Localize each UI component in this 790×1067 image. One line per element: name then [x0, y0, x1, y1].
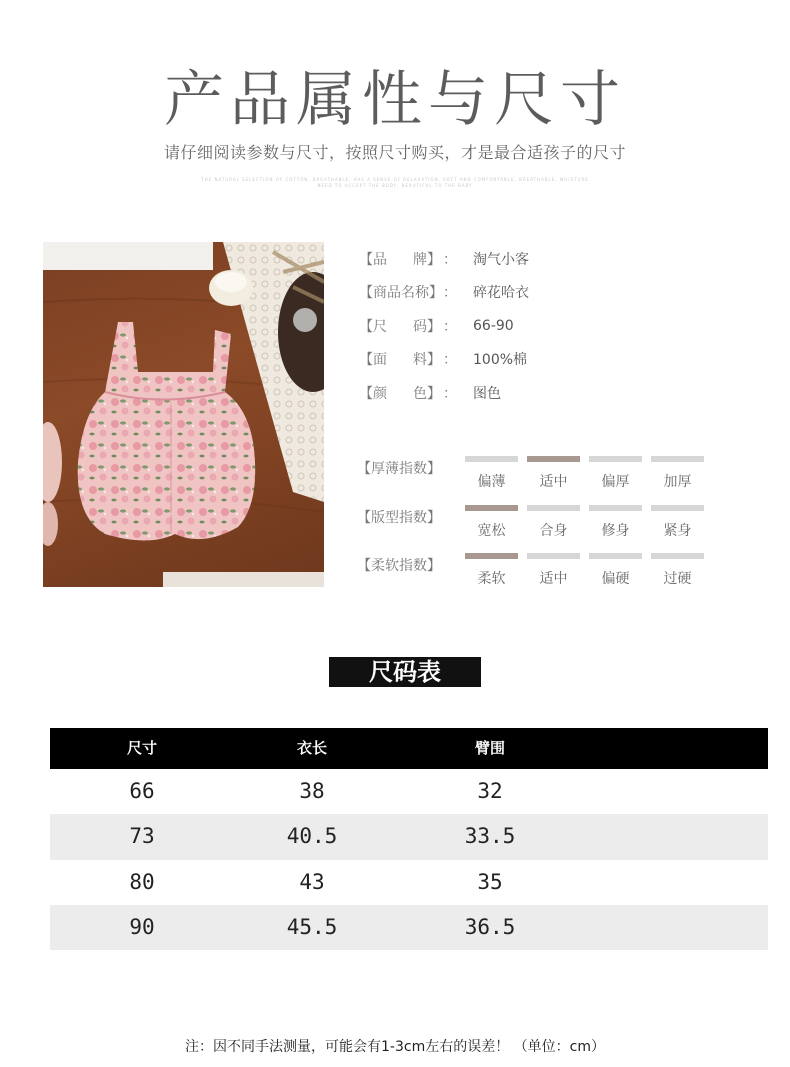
index-row-fit: [357, 505, 757, 554]
table-cell: 73: [129, 824, 155, 849]
index-label: 【柔软指数】: [357, 558, 441, 574]
index-option: 修身: [589, 505, 642, 540]
index-option: 合身: [527, 505, 580, 540]
column-header-arm: 臂围: [474, 739, 505, 757]
index-option: 紧身: [651, 505, 704, 540]
index-row-thickness: [357, 456, 757, 505]
table-cell: 38: [299, 779, 325, 803]
size-table-title: 尺码表: [329, 657, 481, 687]
table-cell: 43: [299, 869, 325, 894]
table-cell: 40.5: [286, 824, 338, 849]
index-option: 适中: [527, 456, 580, 491]
index-bar: [527, 553, 580, 559]
index-option: 偏厚: [589, 456, 642, 491]
page-subtitle: 请仔细阅读参数与尺寸，按照尺寸购买，才是最合适孩子的尺寸: [163, 143, 626, 162]
table-cell: 33.5: [464, 824, 516, 849]
size-table: [50, 728, 768, 950]
index-bar: [465, 456, 518, 462]
table-row: [50, 814, 768, 859]
index-option: 适中: [527, 553, 580, 588]
attribute-key: 【尺 码】 ：: [359, 318, 457, 335]
table-cell: 32: [477, 779, 503, 803]
index-bar: [589, 505, 642, 511]
table-cell: 35: [477, 869, 503, 894]
attribute-row-color: [357, 376, 777, 410]
attribute-value: 碎花哈衣: [473, 285, 529, 302]
index-option: 宽松: [465, 505, 518, 540]
index-option: 偏薄: [465, 456, 518, 491]
column-header-size: 尺寸: [126, 739, 157, 757]
index-option: 柔软: [465, 553, 518, 588]
attribute-row-product-name: [357, 276, 777, 310]
attribute-value: 淘气小客: [473, 251, 529, 268]
index-row-softness: [357, 553, 757, 602]
index-bar: [651, 505, 704, 511]
attribute-list: [357, 242, 777, 410]
index-bar: [465, 505, 518, 511]
product-photo: [43, 242, 324, 587]
index-bar: [527, 456, 580, 462]
attribute-value: 66-90: [473, 317, 514, 334]
index-option: 过硬: [651, 553, 704, 588]
table-header: [50, 728, 768, 769]
index-bar: [589, 456, 642, 462]
table-cell: 45.5: [286, 914, 338, 939]
index-bar: [651, 456, 704, 462]
page-title: 产品属性与尺寸: [164, 65, 626, 135]
attribute-row-fabric: [357, 343, 777, 377]
index-bar: [527, 505, 580, 511]
attribute-value: 100%棉: [473, 352, 528, 369]
table-row: [50, 860, 768, 905]
column-header-length: 衣长: [296, 739, 327, 757]
table-row: [50, 905, 768, 950]
index-bar: [465, 553, 518, 559]
index-panel: [357, 456, 757, 602]
index-option: 偏硬: [589, 553, 642, 588]
table-cell: 36.5: [464, 914, 516, 939]
index-bar: [651, 553, 704, 559]
table-row: [50, 769, 768, 814]
fine-print-line-1: THE NATURAL SELECTION OF COTTON, BREATHABLE, HAS A SENSE OF RELAXATION, SOFT AND COMFORTABLE, BREATHABLE, MOISTURE: [201, 177, 589, 182]
index-bar: [589, 553, 642, 559]
index-label: 【厚薄指数】: [357, 461, 441, 477]
attribute-value: 图色: [473, 385, 501, 402]
table-cell: 80: [129, 869, 155, 894]
table-cell: 90: [129, 914, 155, 939]
attribute-key: 【面 料】 ：: [359, 352, 457, 369]
fine-print-line-2: NEED TO ACCEPT THE BODY, BEAUTIFUL TO THE BABY: [317, 183, 473, 188]
index-option: 加厚: [651, 456, 704, 491]
attribute-row-size: [357, 309, 777, 343]
measurement-note: 注：因不同手法测量，可能会有1-3cm左右的误差！ （单位：cm）: [185, 1039, 605, 1055]
attribute-key: 【商品名称】 ：: [359, 285, 457, 302]
index-label: 【版型指数】: [357, 509, 441, 526]
table-cell: 66: [129, 779, 155, 803]
attribute-key: 【品 牌】 ：: [359, 251, 457, 268]
attribute-row-brand: [357, 242, 777, 276]
attribute-key: 【颜 色】 ：: [359, 385, 457, 402]
